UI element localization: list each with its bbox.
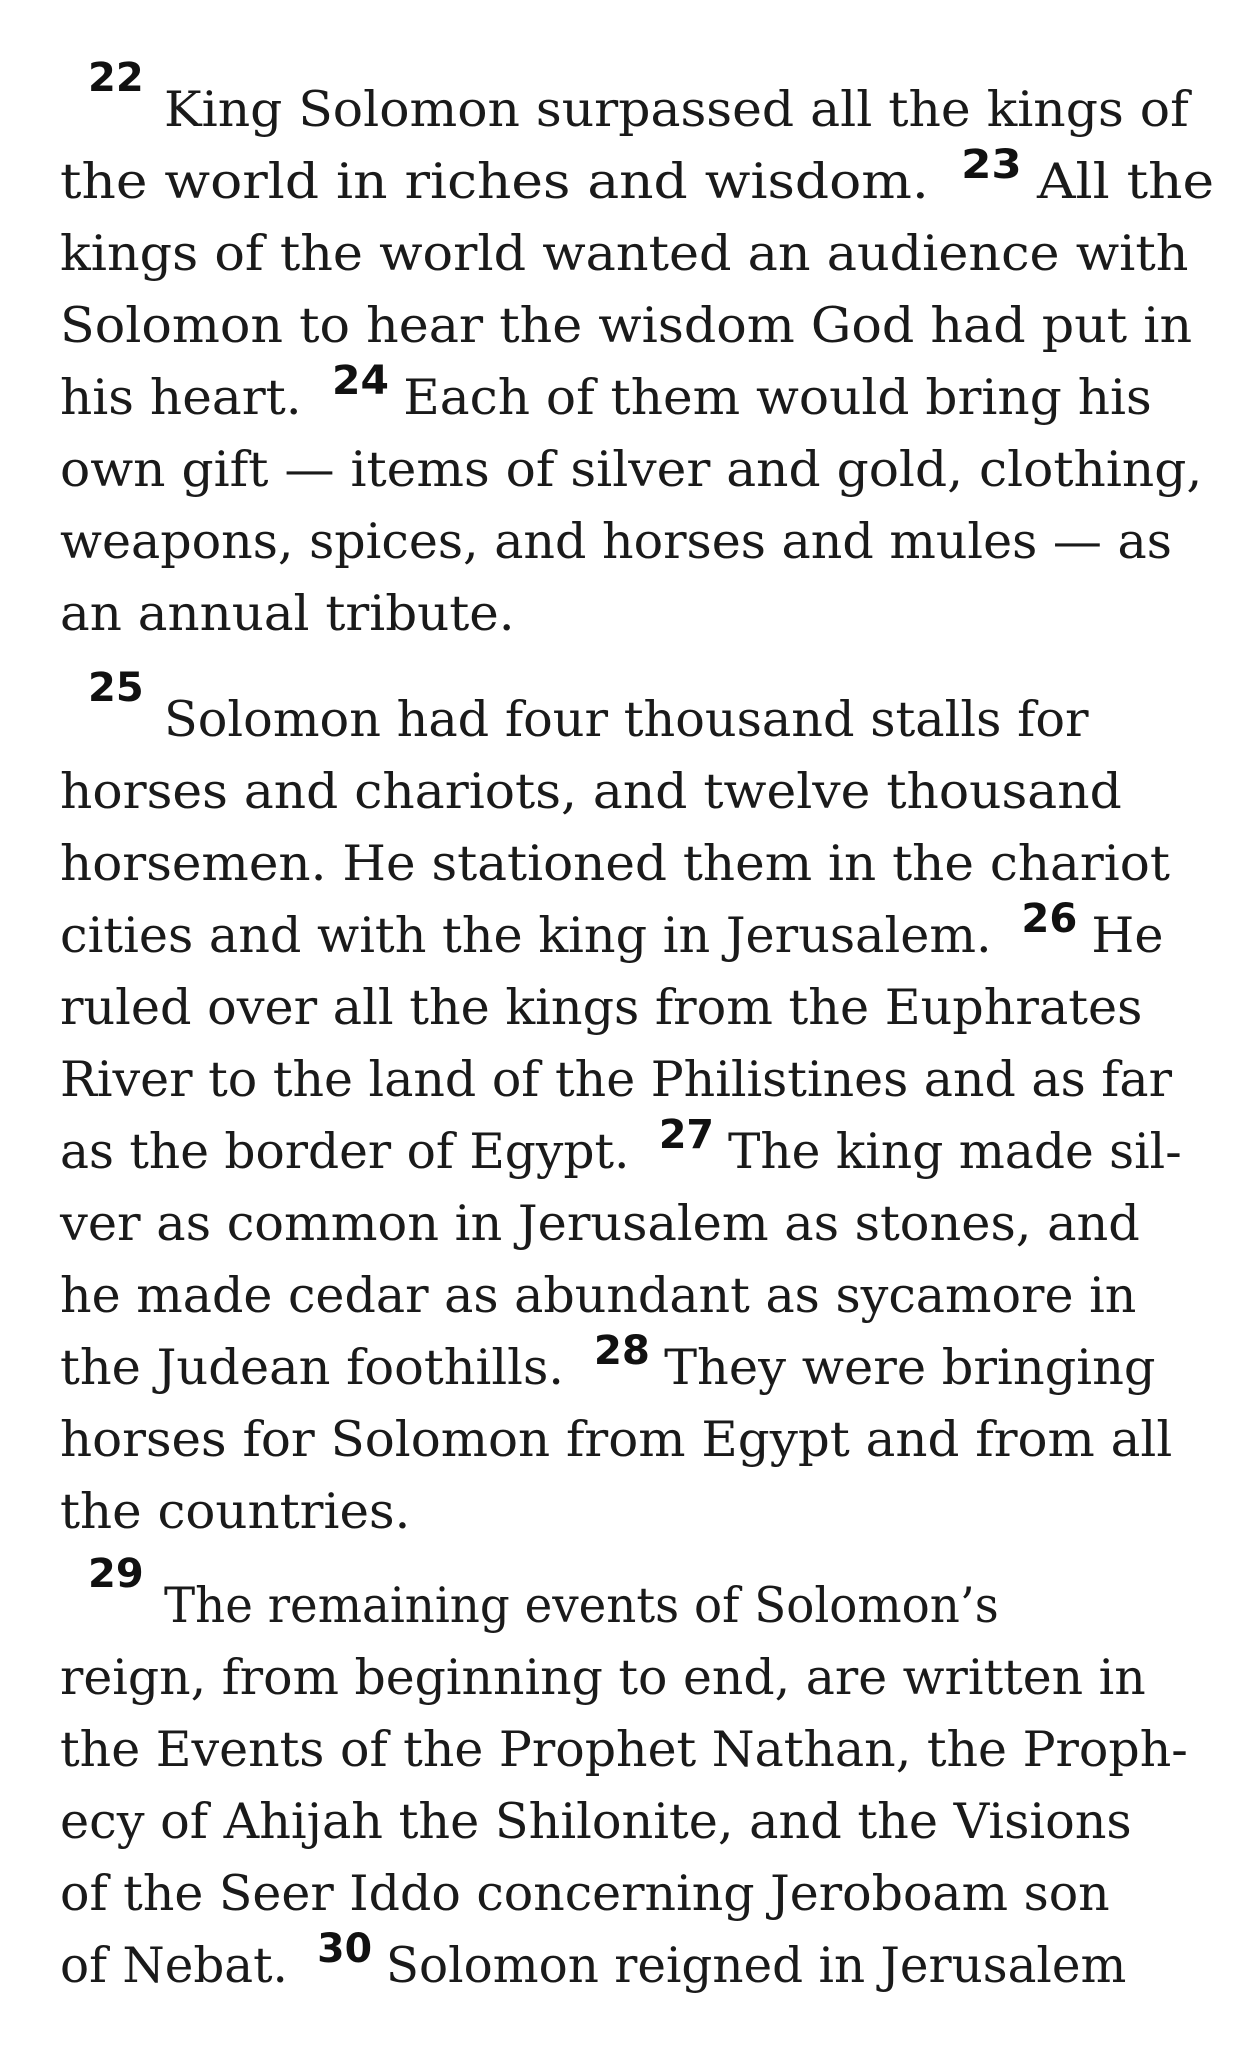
verse-25-text: Solomon had four thousand stalls for xyxy=(164,691,1089,748)
text-line xyxy=(60,1400,1172,1480)
verse-number-25: 25 xyxy=(88,665,144,711)
verse-29-text: ecy of Ahijah the Shilonite, and the Visions xyxy=(60,1793,1132,1850)
text-line xyxy=(60,752,1122,832)
verse-number-26: 26 xyxy=(1021,896,1078,942)
verse-24-text: weapons, spices, and horses and mules — as xyxy=(60,513,1172,570)
verse-22-text: King Solomon surpassed all the kings of xyxy=(164,81,1189,138)
verse-30-text: Solomon reigned in Jerusalem xyxy=(385,1937,1127,1994)
text-line xyxy=(60,1854,1110,1934)
text-line xyxy=(60,1638,1146,1718)
verse-26-text: He xyxy=(1091,907,1164,964)
verse-22-text: the world in riches and wisdom. xyxy=(60,153,929,210)
verse-28-text: They were bringing xyxy=(664,1339,1156,1396)
text-line xyxy=(60,1040,1172,1120)
text-line xyxy=(60,430,1202,510)
text-line xyxy=(164,70,1189,150)
text-line xyxy=(60,1710,1188,1790)
verse-28-text: horses for Solomon from Egypt and from all xyxy=(60,1411,1173,1468)
text-line xyxy=(60,1472,410,1552)
text-line xyxy=(60,968,1142,1048)
verse-25-text: horsemen. He stationed them in the chariot xyxy=(60,835,1170,892)
verse-27-text: he made cedar as abundant as sycamore in xyxy=(60,1267,1137,1324)
verse-29-text: of Nebat. xyxy=(60,1937,288,1994)
text-line xyxy=(60,502,1172,582)
verse-23-text: Solomon to hear the wisdom God had put in xyxy=(60,297,1193,354)
text-line xyxy=(60,214,1188,294)
verse-29-text: of the Seer Iddo concerning Jeroboam son xyxy=(60,1865,1110,1922)
text-line xyxy=(60,358,1152,438)
verse-23-text: kings of the world wanted an audience with xyxy=(60,225,1189,282)
text-line xyxy=(60,142,1214,222)
verse-26-text: River to the land of the Philistines and as far xyxy=(60,1051,1173,1108)
verse-24-text: an annual tribute. xyxy=(60,585,515,642)
text-line xyxy=(164,680,1089,760)
verse-27-text: The king made sil- xyxy=(727,1123,1182,1180)
verse-26-text: ruled over all the kings from the Euphrates xyxy=(60,979,1143,1036)
text-line xyxy=(60,1926,1126,2006)
verse-29-text: The remaining events of Solomon’s xyxy=(164,1577,999,1634)
verse-24-text: own gift — items of silver and gold, clothing, xyxy=(60,441,1203,498)
verse-number-22: 22 xyxy=(88,55,144,101)
text-line xyxy=(60,896,1163,976)
verse-29-text: reign, from beginning to end, are written in xyxy=(60,1649,1146,1706)
verse-number-27: 27 xyxy=(658,1112,715,1158)
text-line xyxy=(60,1184,1140,1264)
verse-number-24: 24 xyxy=(331,358,389,404)
text-line xyxy=(60,824,1170,904)
text-line xyxy=(60,1782,1132,1862)
verse-number-30: 30 xyxy=(317,1926,373,1972)
text-line xyxy=(60,1112,1182,1192)
verse-26-text: as the border of Egypt. xyxy=(60,1123,630,1180)
text-line xyxy=(60,574,515,654)
verse-23-text: his heart. xyxy=(60,369,302,426)
verse-number-23: 23 xyxy=(961,142,1022,188)
verse-25-text: horses and chariots, and twelve thousand xyxy=(60,763,1122,820)
verse-number-29: 29 xyxy=(88,1551,144,1597)
verse-24-text: Each of them would bring his xyxy=(403,369,1152,426)
text-line xyxy=(60,1256,1136,1336)
verse-27-text: ver as common in Jerusalem as stones, and xyxy=(60,1195,1140,1252)
verse-29-text: the Events of the Prophet Nathan, the Proph- xyxy=(60,1721,1188,1778)
verse-number-28: 28 xyxy=(593,1328,650,1374)
text-line xyxy=(164,1566,999,1646)
text-line xyxy=(60,286,1192,366)
verse-28-text: the countries. xyxy=(60,1483,411,1540)
verse-27-text: the Judean foothills. xyxy=(60,1339,565,1396)
verse-23-text: All the xyxy=(1036,153,1215,210)
verse-25-text: cities and with the king in Jerusalem. xyxy=(60,907,992,964)
text-line xyxy=(60,1328,1156,1408)
